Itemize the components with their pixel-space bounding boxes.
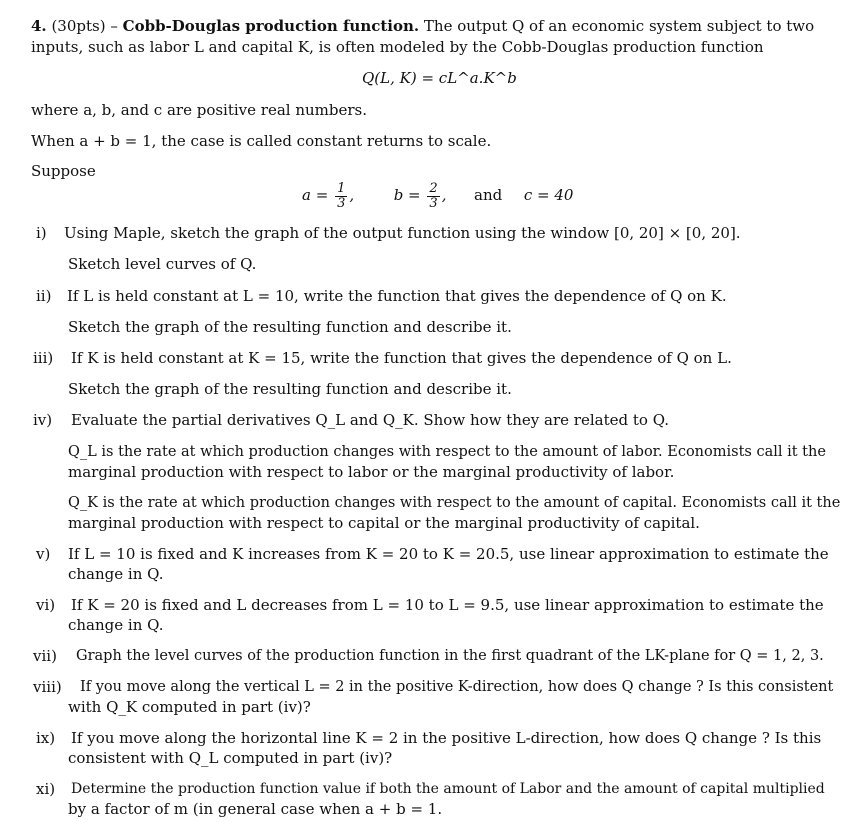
b-numerator: 2 [429, 180, 438, 196]
a-numerator: 1 [337, 180, 346, 196]
item-viii-line-2: with Q_K computed in part (iv)? [68, 698, 311, 716]
item-iii-label: iii) [33, 349, 54, 367]
item-v-line-1: If L = 10 is fixed and K increases from K = 20 to K = 20.5, use linear approximation to estimate the [68, 545, 829, 563]
b-lhs: b = [393, 186, 421, 204]
item-xi-label: xi) [36, 780, 56, 798]
formula: Q(L, K) = cL^a.K^b [362, 69, 517, 87]
and-word: and [474, 186, 503, 204]
item-ix-line-1: If you move along the horizontal line K = 2 in the positive L-direction, how does Q change ? Is this [71, 729, 822, 747]
item-v-line-2: change in Q. [68, 565, 164, 583]
suppose-line: Suppose [31, 162, 96, 180]
item-xi-line-2: by a factor of m (in general case when a + b = 1. [68, 800, 443, 818]
a-lhs: a = [302, 186, 329, 204]
item-i-label: i) [36, 224, 47, 242]
item-iii-line-1: If K is held constant at K = 15, write the function that gives the dependence of Q on L. [71, 349, 732, 367]
item-vii-label: vii) [33, 647, 57, 665]
item-ix-label: ix) [36, 729, 56, 747]
item-ii-line-2: Sketch the graph of the resulting function and describe it. [68, 318, 512, 336]
item-i-line-1: Using Maple, sketch the graph of the output function using the window [0, 20] × [0, 20]. [64, 224, 741, 242]
problem-header [31, 16, 814, 36]
parameters [302, 175, 573, 215]
sep-2: , [441, 186, 447, 204]
item-iii-line-2: Sketch the graph of the resulting function and describe it. [68, 380, 512, 398]
item-i-line-2: Sketch level curves of Q. [68, 255, 257, 273]
problem-points: (30pts) [51, 17, 106, 35]
ql-paragraph-line-2: marginal production with respect to labor or the marginal productivity of labor. [68, 463, 675, 481]
item-xi-line-1: Determine the production function value if both the amount of Labor and the amount of capital multiplied [71, 781, 825, 797]
a-denominator: 3 [337, 195, 346, 211]
item-ii-label: ii) [36, 287, 52, 305]
item-viii-label: viii) [33, 678, 62, 696]
sep-1: , [349, 186, 355, 204]
qk-paragraph-line-2: marginal production with respect to capital or the marginal productivity of capital. [68, 514, 700, 532]
item-v-label: v) [36, 545, 51, 563]
item-vii-line-1: Graph the level curves of the production function in the first quadrant of the LK-plane for Q = 1, 2, 3. [76, 648, 824, 664]
intro-line-1: The output Q of an economic system subject to two [423, 17, 815, 35]
item-iv-line-1: Evaluate the partial derivatives Q_L and Q_K. Show how they are related to Q. [71, 411, 670, 429]
item-ii-line-1: If L is held constant at L = 10, write the function that gives the dependence of Q on K. [67, 287, 727, 305]
c-value: c = 40 [523, 186, 574, 204]
when-line: When a + b = 1, the case is called constant returns to scale. [31, 132, 492, 150]
problem-title: Cobb-Douglas production function. [122, 17, 420, 35]
qk-paragraph-line-1: Q_K is the rate at which production changes with respect to the amount of capital. Economists call it the [68, 495, 841, 511]
item-vi-line-1: If K = 20 is fixed and L decreases from L = 10 to L = 9.5, use linear approximation to estimate the [71, 596, 824, 614]
where-line: where a, b, and c are positive real numbers. [31, 101, 367, 119]
b-fraction [427, 182, 439, 211]
a-fraction [335, 182, 347, 211]
header-dash: – [110, 17, 118, 35]
item-iv-label: iv) [33, 411, 53, 429]
item-vi-line-2: change in Q. [68, 616, 164, 634]
b-denominator: 3 [429, 195, 438, 211]
ql-paragraph-line-1: Q_L is the rate at which production changes with respect to the amount of labor. Economists call it the [68, 444, 826, 460]
intro-line-2: inputs, such as labor L and capital K, is often modeled by the Cobb-Douglas production function [31, 38, 764, 56]
item-viii-line-1: If you move along the vertical L = 2 in the positive K-direction, how does Q change ? Is this consistent [80, 679, 834, 695]
problem-number: 4. [31, 17, 47, 35]
item-vi-label: vi) [36, 596, 56, 614]
item-ix-line-2: consistent with Q_L computed in part (iv)? [68, 749, 393, 767]
